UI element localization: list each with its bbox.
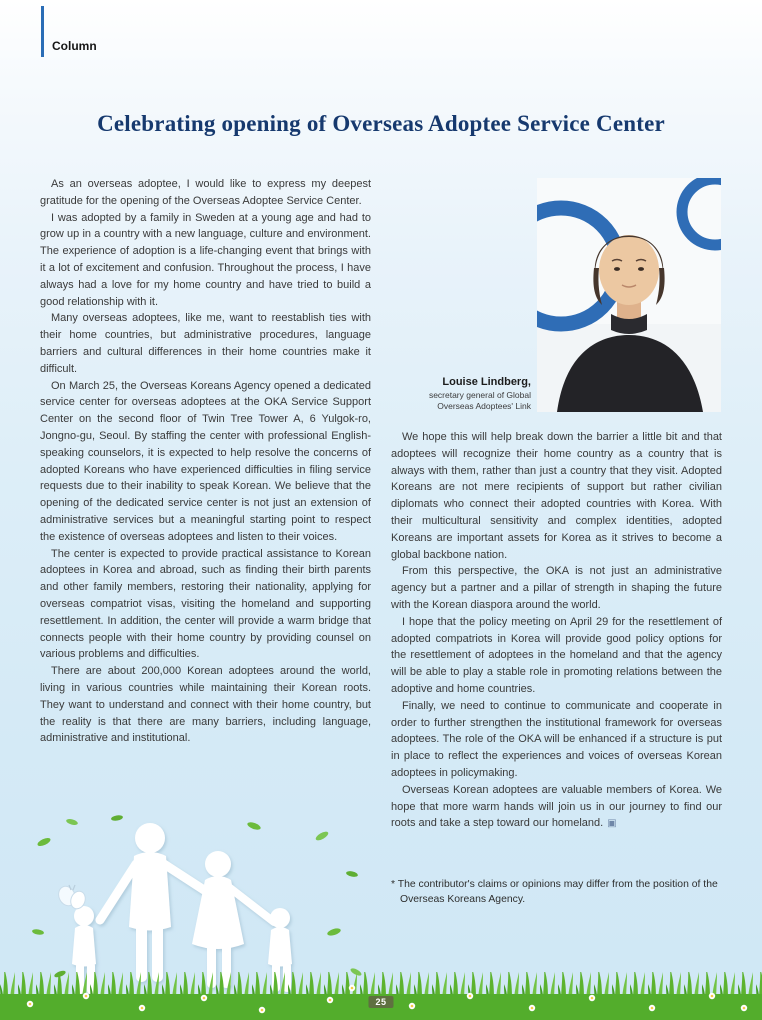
photo-caption — [391, 377, 531, 412]
paragraph: There are about 200,000 Korean adoptees around the world, living in various countries while maintaining their Korean roots. They want to understand and connect with their home country, but the reality is that there are many barriers, including language, administrative and institutional. — [40, 665, 371, 745]
page-title: Celebrating opening of Overseas Adoptee Service Center — [97, 111, 665, 136]
grass-illustration — [0, 964, 762, 1020]
page-number: 25 — [368, 996, 393, 1008]
portrait-illustration — [537, 178, 721, 412]
caption-name: Louise Lindberg, — [442, 376, 531, 388]
paragraph: Many overseas adoptees, like me, want to reestablish ties with their home countries, but administrative procedures, language barriers and cultural differences in their home countries make it difficult. — [40, 312, 371, 375]
caption-role-line1: secretary general of Global — [428, 390, 531, 400]
paragraph: The center is expected to provide practical assistance to Korean adoptees in Korea and abroad, such as finding their birth parents and other family members, restoring their nationality, applying for overseas compatriot visas, visiting the homeland and supporting resettlement. In addition, the center will provide a warm bridge that connects people with their home country by providing counsel on various problems and difficulties. — [40, 547, 371, 661]
kicker-label: Column — [52, 39, 97, 53]
paragraph — [391, 782, 722, 833]
caption-role-line2: Overseas Adoptees' Link — [437, 401, 531, 411]
portrait-photo — [537, 178, 721, 412]
paragraph: Finally, we need to continue to communicate and cooperate in order to further strengthen the institutional framework for overseas adoptees. The role of the OKA will be enhanced if a structure is put in place to reflect the experiences and voices of overseas Korean adoptees in policymaking. — [391, 699, 722, 779]
portrait-block — [391, 176, 722, 412]
paragraph: As an overseas adoptee, I would like to express my deepest gratitude for the opening of the Overseas Adoptee Service Center. — [40, 178, 371, 207]
paragraph-text: Overseas Korean adoptees are valuable members of Korea. We hope that more warm hands will join us in our journey to find our roots and take a step toward our homeland. — [391, 783, 722, 830]
paragraph: I was adopted by a family in Sweden at a young age and had to grow up in a country with a new language, culture and environment. The experience of adoption is a life-changing event that brings with it a lot of excitement and confusion. Throughout the process, I have always had a love for my home country and have tried to build a good relationship with it. — [40, 211, 371, 308]
paragraph: We hope this will help break down the barrier a little bit and that adoptees will recognize their home country as a country that is always with them, rather than just a country that they visit. Adopted Koreans are not mere recipients of support but rather civilian diplomats who connect their adopted countries with Korea. With their multicultural sensitivity and complex identities, adopted Koreans are important assets for Korea as it strives to become a global backbone nation. — [391, 431, 722, 561]
paragraph: I hope that the policy meeting on April 29 for the resettlement of adopted compatriots in Korea will provide good policy options for the resettlement of adoptees in the homeland and that the agency will be able to play a stable role in promoting relations between the adoptive and home countries. — [391, 615, 722, 695]
kicker-accent-bar — [41, 6, 44, 57]
footnote: * The contributor's claims or opinions may differ from the position of the Overseas Koreans Agency. — [391, 879, 718, 906]
end-mark-icon: ▣ — [607, 818, 617, 830]
article-left-column — [40, 176, 371, 747]
paragraph: From this perspective, the OKA is not just an administrative agency but a partner and a pillar of strength in shaping the future with the Korean diaspora around the world. — [391, 565, 722, 611]
paragraph: On March 25, the Overseas Koreans Agency opened a dedicated service center for overseas adoptees at the OKA Service Support Center on the second floor of Twin Tree Tower A, 6 Yulgok-ro, Jongno-gu, Seoul. By staffing the center with professional English-speaking counselors, it is expected to help resolve the concerns of adopted Koreans who have experienced difficulties in filing service requests due to their inability to speak Korean. We believe that the opening of the dedicated service center is not just an extension of administrative services but a meaningful starting point to respect the existence of overseas adoptees and listen to their voices. — [40, 379, 371, 543]
article-right-column — [391, 176, 722, 907]
butterfly-icon — [56, 884, 90, 916]
